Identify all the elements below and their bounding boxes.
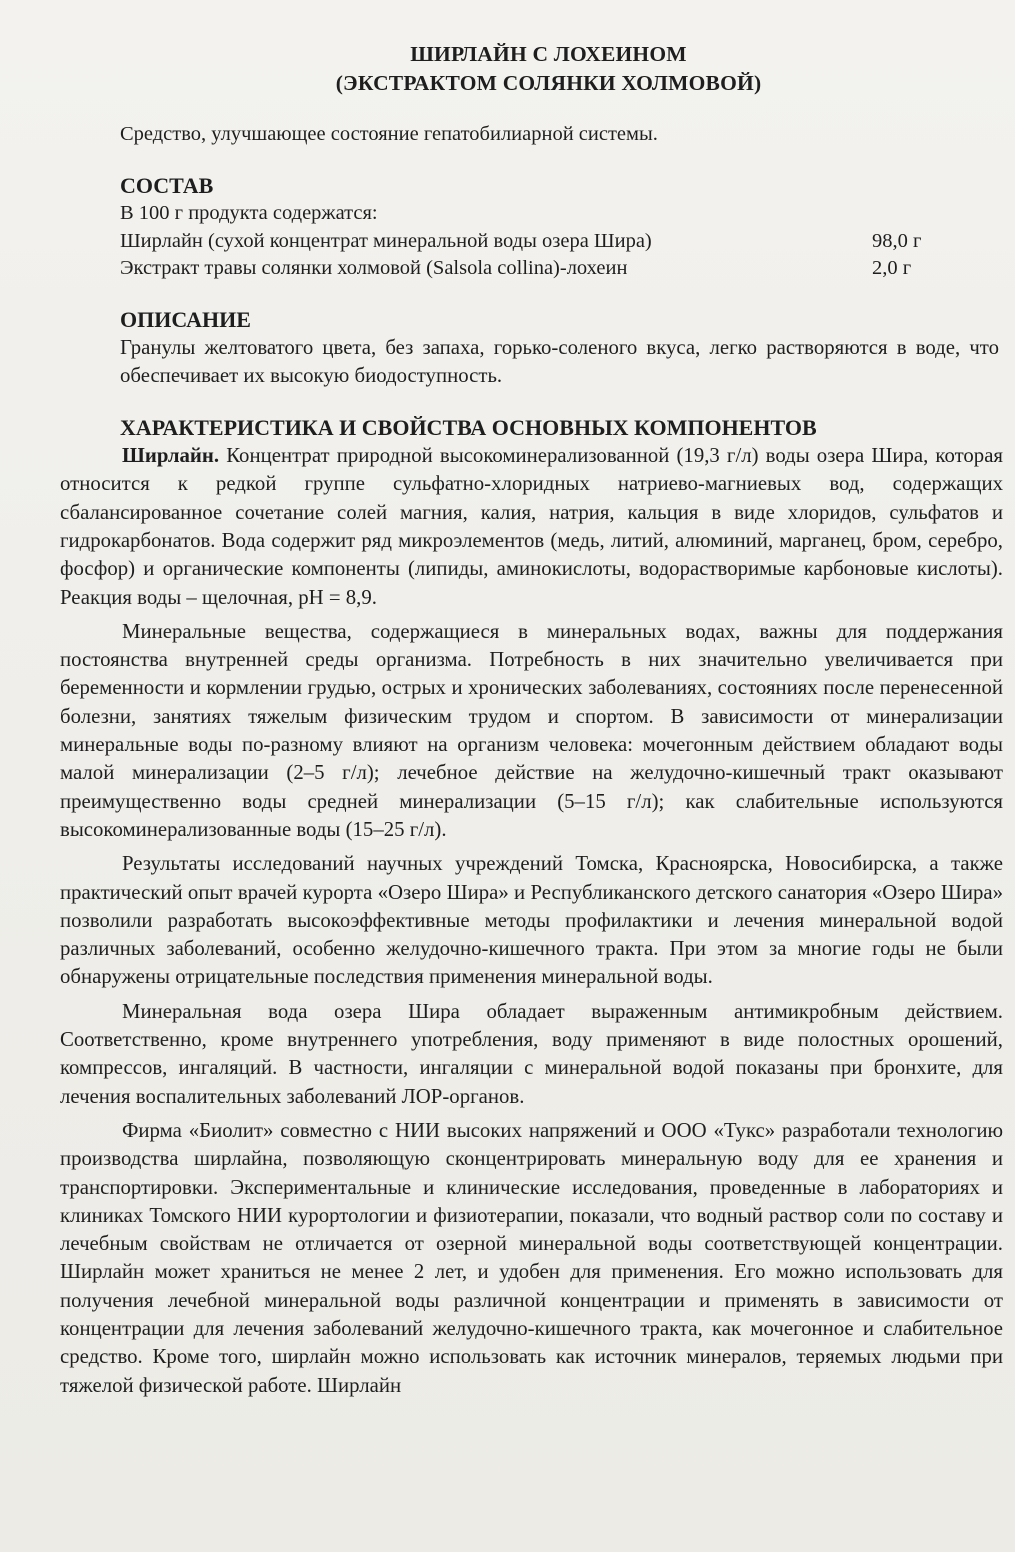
description-section — [60, 306, 1007, 391]
composition-heading: СОСТАВ — [120, 173, 214, 198]
properties-paragraph-4: Минеральная вода озера Шира обладает выраженным антимикробным действием. Соответственно, кроме внутреннего употребления, воду применяют в виде полостных орошений, компрессов, ингаляций. В частности, ингаляции с минеральной водой показаны при бронхите, для лечения воспалительных заболеваний ЛОР-органов. — [60, 999, 1003, 1108]
composition-item — [120, 228, 1007, 256]
properties-paragraph-5: Фирма «Биолит» совместно с НИИ высоких напряжений и ООО «Тукс» разработали технологию производства ширлайна, позволяющую сконцентрировать минеральную воду для ее хранения и транспортировки. Экспериментальные и клинические исследования, проведенные в лабораториях и клиниках Томского НИИ курортологии и физиотерапии, показали, что водный раствор соли по составу и лечебным свойствам не отличается от озерной минеральной воды соответствующей концентрации. Ширлайн может храниться не менее 2 лет, и удобен для применения. Его можно использовать для получения лечебной минеральной воды различной концентрации и применять в зависимости от концентрации для лечения заболеваний желудочно-кишечного тракта, как мочегонное и слабительное средство. Кроме того, ширлайн можно использовать как источник минералов, теряемых людьми при тяжелой физической работе. Ширлайн — [60, 1118, 1003, 1397]
intro-text: Средство, улучшающее состояние гепатобилиарной системы. — [120, 123, 658, 145]
composition-item — [120, 255, 1007, 283]
document-title — [60, 40, 1007, 98]
composition-section — [60, 172, 1007, 283]
properties-section — [60, 414, 1007, 1400]
composition-item-amount: 98,0 г — [872, 229, 922, 252]
properties-heading: ХАРАКТЕРИСТИКА И СВОЙСТВА ОСНОВНЫХ КОМПОНЕНТОВ — [120, 415, 817, 441]
composition-item-amount: 2,0 г — [872, 257, 912, 279]
paragraph-1-text: Концентрат природной высокоминерализованной (19,3 г/л) воды озера Шира, которая относится к редкой группе сульфатно-хлоридных натриево-магниевых вод, содержащих сбалансированное сочетание солей магния, калия, натрия, кальция в виде хлоридов, сульфатов и гидрокарбонатов. Вода содержит ряд микроэлементов (медь, литий, алюминий, марганец, бром, серебро, фосфор) и органические компоненты (липиды, аминокислоты, водорастворимые карбоновые кислоты). Реакция воды – щелочная, pH = 8,9. — [60, 444, 1003, 609]
properties-paragraph-3: Результаты исследований научных учреждений Томска, Красноярска, Новосибирска, а также практический опыт врачей курорта «Озеро Шира» и Республиканского детского санатория «Озеро Шира» позволили разработать высокоэффективные методы профилактики и лечения минеральной водой различных заболеваний, особенно желудочно-кишечного тракта. При этом за многие годы не были обнаружены отрицательные последствия применения минеральной воды. — [60, 852, 1003, 989]
composition-subheading: В 100 г продукта содержатся: — [120, 202, 378, 224]
composition-item-name: Ширлайн (сухой концентрат минеральной воды озера Шира) — [120, 229, 652, 252]
title-line-2: (ЭКСТРАКТОМ СОЛЯНКИ ХОЛМОВОЙ) — [335, 71, 762, 95]
description-text: Гранулы желтоватого цвета, без запаха, горько-соленого вкуса, легко растворяются в воде, что обеспечивает их высокую биодоступность. — [120, 335, 999, 387]
shirlain-lead: Ширлайн. — [122, 444, 220, 468]
properties-paragraph-2: Минеральные вещества, содержащиеся в минеральных водах, важны для поддержания постоянства внутренней среды организма. Потребность в них значительно увеличивается при беременности и кормлении грудью, острых и хронических заболеваниях, состояниях после перенесенной болезни, занятиях тяжелым физическим трудом и спортом. В зависимости от минерализации минеральные воды по-разному влияют на организм человека: мочегонным действием обладают воды малой минерализации (2–5 г/л); лечебное действие на желудочно-кишечный тракт оказывают преимущественно воды средней минерализации (5–15 г/л); как слабительные используются высокоминерализованные воды (15–25 г/л). — [60, 619, 1003, 841]
properties-paragraph-1 — [60, 442, 1007, 612]
composition-item-name: Экстракт травы солянки холмовой (Salsola collina)-лохеин — [120, 257, 628, 279]
title-line-1: ШИРЛАЙН С ЛОХЕИНОМ — [410, 42, 687, 66]
description-heading: ОПИСАНИЕ — [120, 306, 251, 332]
